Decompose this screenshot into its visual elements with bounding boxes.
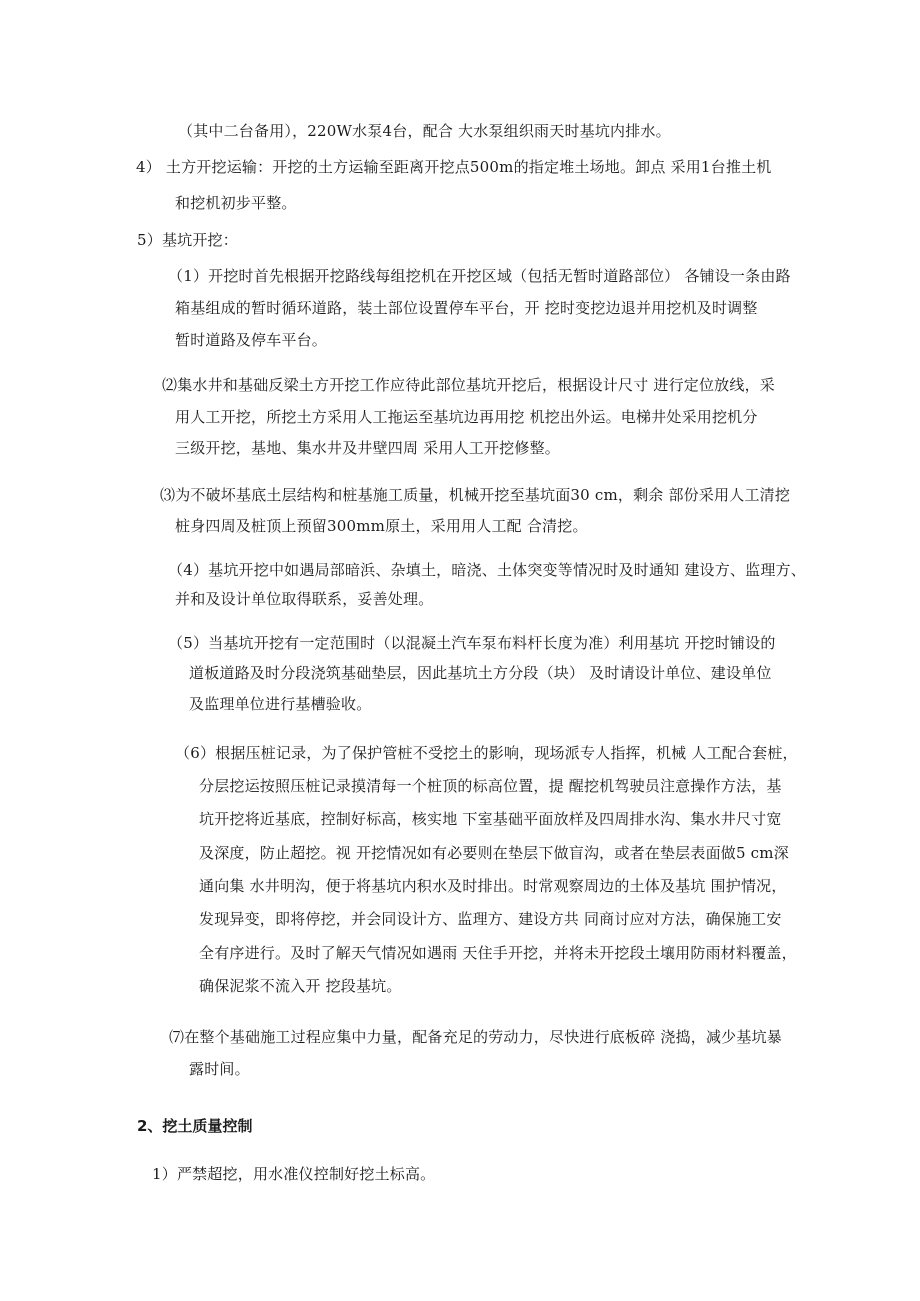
text-line: 三级开挖，基地、集水井及井壁四周 采用人工开挖修整。: [175, 439, 560, 457]
text-line: 和挖机初步平整。: [175, 194, 297, 212]
text-line: （1）开挖时首先根据开挖路线每组挖机在开挖区域（包括无暂时道路部位） 各铺设一条由路: [168, 267, 791, 285]
text-line: 确保泥浆不流入开 挖段基坑。: [199, 977, 402, 995]
text-line: 桩身四周及桩顶上预留300mm原土，采用用人工配 合清挖。: [175, 517, 588, 535]
text-line: 通向集 水井明沟，便于将基坑内积水及时排出。时常观察周边的土体及基坑 围护情况，: [199, 877, 787, 895]
text-line: 分层挖运按照压桩记录摸清每一个桩顶的标高位置，提 醒挖机驾驶员注意操作方法，基: [199, 777, 782, 795]
text-line: 暂时道路及停车平台。: [175, 331, 328, 349]
text-line: 露时间。: [189, 1060, 250, 1078]
text-line: 5）基坑开挖：: [137, 231, 238, 249]
text-line: 用人工开挖，所挖土方采用人工拖运至基坑边再用挖 机挖出外运。电梯井处采用挖机分: [175, 408, 758, 426]
text-line: 箱基组成的暂时循环道路，装土部位设置停车平台，开 挖时变挖边退并用挖机及时调整: [175, 299, 758, 317]
text-line: 并和及设计单位取得联系，妥善处理。: [175, 590, 434, 608]
text-line: 4） 土方开挖运输：开挖的土方运输至距离开挖点500m的指定堆土场地。卸点 采用1台推土机: [136, 158, 772, 176]
section-heading: 2、挖土质量控制: [137, 1117, 253, 1135]
text-line: 及监理单位进行基槽验收。: [189, 695, 372, 713]
text-line: （6）根据压桩记录，为了保护管桩不受挖土的影响，现场派专人指挥，机械 人工配合套桩，: [175, 744, 798, 762]
text-line: （其中二台备用），220W水泵4台，配合 大水泵组织雨天时基坑内排水。: [178, 122, 671, 140]
text-line: 坑开挖将近基底，控制好标高，核实地 下室基础平面放样及四周排水沟、集水井尺寸宽: [199, 810, 782, 828]
text-line: （4）基坑开挖中如遇局部暗浜、杂填土，暗浇、土体突变等情况时及时通知 建设方、监理方、: [168, 561, 806, 579]
text-line: （5）当基坑开挖有一定范围时（以混凝土汽车泵布料杆长度为准）利用基坑 开挖时铺设的: [168, 634, 776, 652]
text-line: ⑵集水井和基础反梁土方开挖工作应待此部位基坑开挖后，根据设计尺寸 进行定位放线，采: [162, 376, 775, 394]
text-line: 全有序进行。及时了解天气情况如遇雨 天住手开挖，并将未开挖段土壤用防雨材料覆盖，: [199, 944, 797, 962]
text-line: 道板道路及时分段浇筑基础垫层，因此基坑土方分段（块） 及时请设计单位、建设单位: [189, 664, 772, 682]
text-line: 发现异变，即将停挖，并会同设计方、监理方、建设方共 同商讨应对方法，确保施工安: [199, 910, 782, 928]
text-line: 及深度，防止超挖。视 开挖情况如有必要则在垫层下做盲沟，或者在垫层表面做5 cm深: [199, 844, 789, 862]
text-line: 1）严禁超挖，用水准仪控制好挖土标高。: [152, 1165, 436, 1183]
text-line: ⑶为不破坏基底土层结构和桩基施工质量，机械开挖至基坑面30 cm，剩余 部份采用人工清挖: [160, 486, 791, 504]
text-line: ⑺在整个基础施工过程应集中力量，配备充足的劳动力，尽快进行底板碎 浇捣，减少基坑暴: [169, 1028, 782, 1046]
